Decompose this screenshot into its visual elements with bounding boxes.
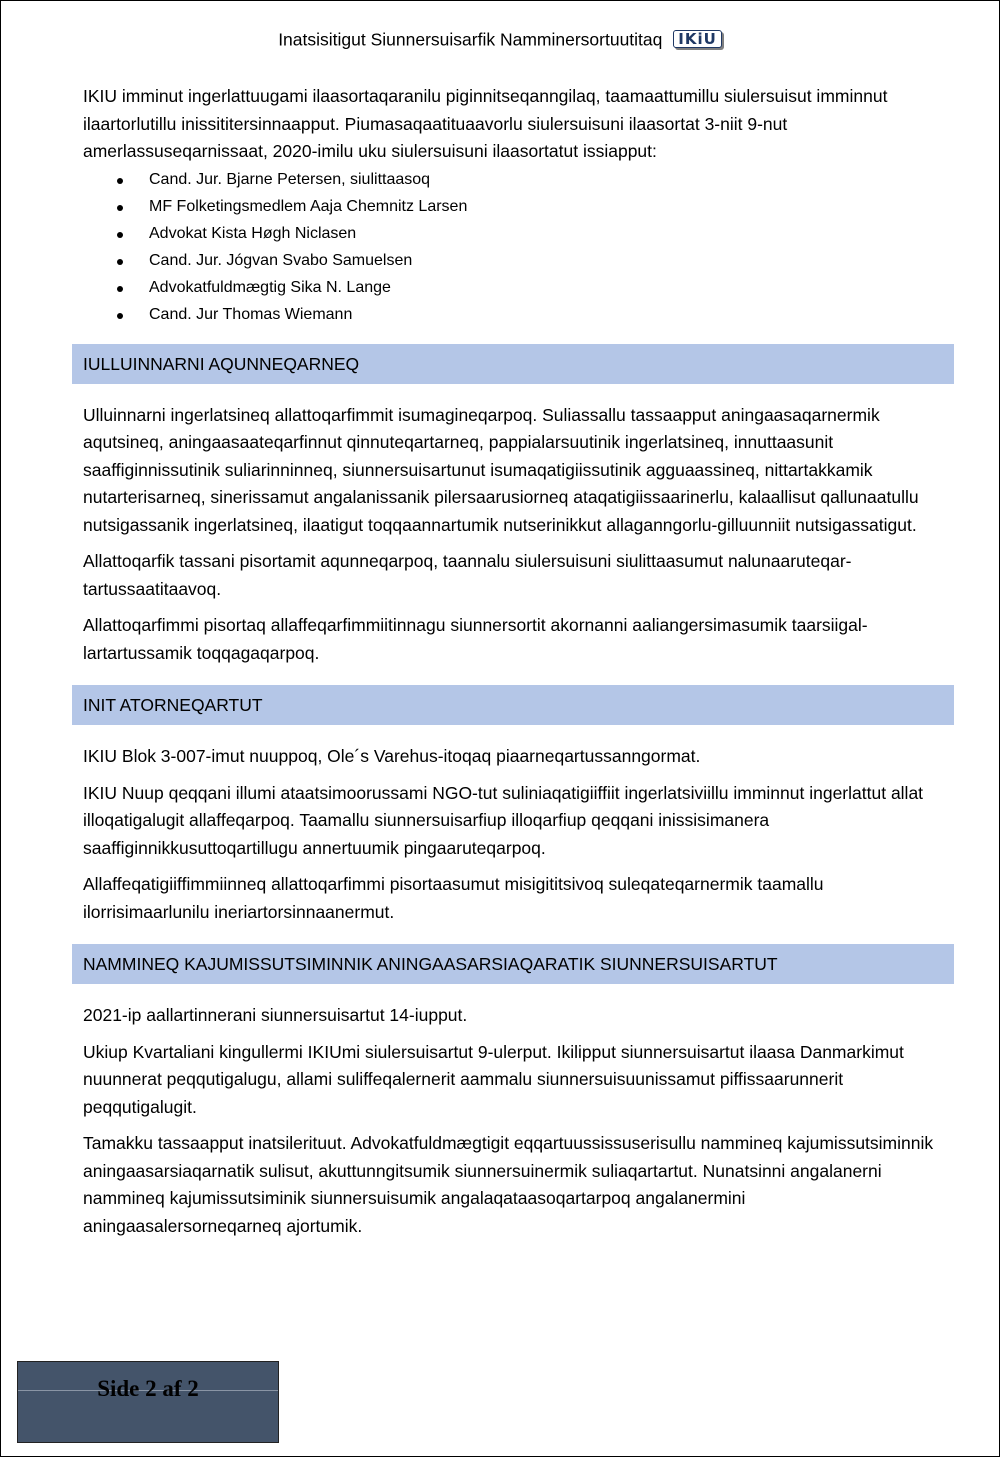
- page-number: Side 2 af 2: [97, 1376, 199, 1401]
- paragraph: IKIU Blok 3-007-imut nuuppoq, Ole´s Varehus-itoqaq piaarneqartussanngormat.: [83, 746, 701, 766]
- section-heading-volunteer-advisors: NAMMINEQ KAJUMISSUTSIMINNIK ANINGAASARSIAQARATIK SIUNNERSUISARTUT: [72, 944, 954, 984]
- list-item: Advokat Kista Høgh Niclasen: [83, 220, 943, 247]
- ikiu-logo: IKiU: [673, 30, 722, 48]
- document-body: [83, 83, 943, 1240]
- section-body-daily-management: [83, 402, 943, 668]
- section-heading-premises: INIT ATORNEQARTUT: [72, 685, 954, 725]
- section-body-premises: [83, 743, 943, 926]
- list-item: Cand. Jur. Bjarne Petersen, siulittaasoq: [83, 166, 943, 193]
- list-item: Advokatfuldmægtig Sika N. Lange: [83, 274, 943, 301]
- paragraph: Ukiup Kvartaliani kingullermi IKIUmi siulersuisartut 9-ulerput. Ikilipput siunnersuisartut ilaasa Danmarkimut nuunnerat peqqutigalugu, allami suliffeqalernerit aammalu siunnersuisuunissamut piffissaarunnerit peqqutigalugit.: [83, 1041, 904, 1117]
- header-title: Inatsisitigut Siunnersuisarfik Namminersortuutitaq: [278, 29, 663, 50]
- paragraph: IKIU Nuup qeqqani illumi ataatsimoorussami NGO-tut suliniaqatigiiffiit ingerlatsiviillu imminnut ingerlattut allat illoqatigalugit allaffeqarpoq. Taamallu siunnersuisarfiup illoqarfiup qeqqani inissisimanera saaffiginnikkusuttoqartillugu annertuumik pingaaruteqarpoq.: [83, 782, 924, 858]
- paragraph: Allattoqarfimmi pisortaq allaffeqarfimmiitinnagu siunnersortit akornanni aaliangersimasumik taarsiigal-lartartussamik toqqagaqarpoq.: [83, 615, 868, 663]
- list-item: Cand. Jur Thomas Wiemann: [83, 301, 943, 328]
- intro-paragraph: IKIU imminut ingerlattuugami ilaasortaqaranilu piginnitseqanngilaq, taamaattumillu siulersuisut imminnut ilaartorlutillu inissititersinnaapput. Piumasaqaatituaavorlu siulersuisuni ilaasortat 3-niit 9-nut amerlassuseqarnissaat, 2020-imilu uku siulersuisuni ilaasortatut issiapput:: [83, 86, 888, 161]
- paragraph: Allattoqarfik tassani pisortamit aqunneqarpoq, taannalu siulersuisuni siulittaasumut nalunaaruteqar-tartussaatitaavoq.: [83, 551, 852, 599]
- list-item: MF Folketingsmedlem Aaja Chemnitz Larsen: [83, 193, 943, 220]
- page-header: [1, 26, 999, 51]
- paragraph: 2021-ip aallartinnerani siunnersuisartut 14-iupput.: [83, 1005, 468, 1025]
- page-number-box: [17, 1361, 279, 1443]
- board-members-list: [83, 166, 943, 328]
- list-item: Cand. Jur. Jógvan Svabo Samuelsen: [83, 247, 943, 274]
- paragraph: Tamakku tassaapput inatsilerituut. Advokatfuldmægtigit eqqartuussissuserisullu nammineq kajumissutsiminnik aningaasarsiaqarnatik sulisut, akuttunngitsumik siunnersuinermik suliaqartartut. Nunatsinni angalanerni nammineq kajumissutsiminik siunnersuisumik angalaqataasoqartarpoq angalanermini aningaasalersorneqarneq ajortumik.: [83, 1133, 934, 1236]
- paragraph: Allaffeqatigiiffimmiinneq allattoqarfimmi pisortaasumut misigititsivoq suleqateqarnermik taamallu ilorrisimaarlunilu ineriartorsinnaanermut.: [83, 874, 824, 922]
- section-body-volunteer-advisors: [83, 1002, 943, 1240]
- paragraph: Ulluinnarni ingerlatsineq allattoqarfimmit isumagineqarpoq. Suliassallu tassaapput aningaasaqarnermik aqutsineq, aningaasaateqarfinnut qinnuteqartarneq, pappialarsuutinik ingerlatsineq, innuttaasunit saaffiginnissutinik suliarinninneq, siunnersuisartunut isumaqatigiissutinik agguaassineq, nittartakkamik nutarterisarneq, sinerissamut angalanissanik pilersaarusiorneq ataqatigiissaarinerlu, kalaallisut qallunaatullu nutsigassanik ingerlatsineq, ilaatigut toqqaannartumik nutserinikkut allaganngorlu-gilluunniit nutsigassatigut.: [83, 404, 919, 535]
- section-heading-daily-management: IULLUINNARNI AQUNNEQARNEQ: [72, 344, 954, 384]
